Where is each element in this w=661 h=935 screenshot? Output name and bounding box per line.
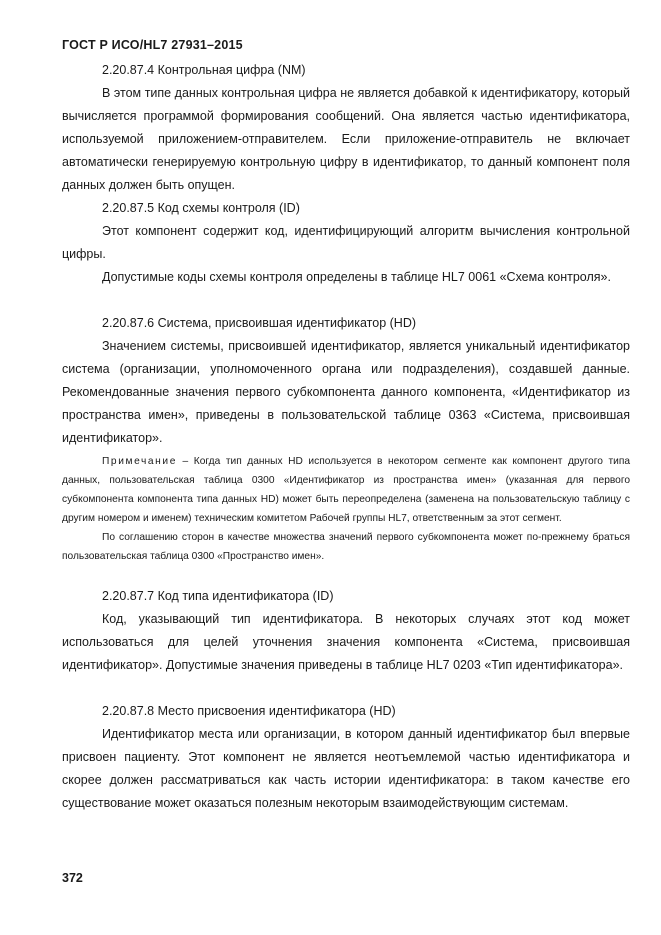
paragraph: Этот компонент содержит код, идентифицирующий алгоритм вычисления контрольной цифры. xyxy=(62,224,630,261)
page-number: 372 xyxy=(62,871,83,885)
note-block xyxy=(62,452,630,566)
section-body-4 xyxy=(62,82,630,197)
paragraph: В этом типе данных контрольная цифра не является добавкой к идентификатору, который вычисляется программой формирования сообщений. Она является частью идентификатора, используемой приложением-отправителем. Если приложение-отправитель не включает автоматически генерируемую контрольную цифру в идентификатор, то данный компонент поля данных должен быть опущен. xyxy=(62,86,630,192)
note-label: Примечание xyxy=(102,456,177,467)
note-paragraph-2: По соглашению сторон в качестве множества значений первого субкомпонента может по-прежнему браться пользовательская таблица 0300 «Пространство имен». xyxy=(62,532,630,562)
section-body-8 xyxy=(62,723,630,815)
note-text: – Когда тип данных HD используется в некотором сегменте как компонент другого типа данных, пользовательская таблица 0300 «Идентификатор из пространства имен» (указанная для первого субкомпонента компонента типа данных HD) может быть переопределена (заменена на пользовательскую таблицу с другим номером и именем) техническим комитетом Рабочей группы HL7, ответственным за этот сегмент. xyxy=(62,456,630,524)
paragraph: Допустимые коды схемы контроля определены в таблице HL7 0061 «Схема контроля». xyxy=(102,270,611,284)
section-heading-8: 2.20.87.8 Место присвоения идентификатора (HD) xyxy=(102,704,396,718)
section-heading-5: 2.20.87.5 Код схемы контроля (ID) xyxy=(102,201,300,215)
section-heading-4: 2.20.87.4 Контрольная цифра (NM) xyxy=(102,63,306,77)
paragraph: Код, указывающий тип идентификатора. В некоторых случаях этот код может использоваться для целей уточнения значения компонента «Система, присвоившая идентификатор». Допустимые значения приведены в таблице HL7 0203 «Тип идентификатора». xyxy=(62,612,630,672)
paragraph: Значением системы, присвоившей идентификатор, является уникальный идентификатор система (организации, уполномоченного органа или подразделения), создавшей данные. Рекомендованные значения первого субкомпонента данного компонента, «Идентификатор из пространства имен», приведены в пользовательской таблице 0363 «Система, присвоившая идентификатор». xyxy=(62,339,630,445)
section-body-5 xyxy=(62,220,630,289)
section-heading-7: 2.20.87.7 Код типа идентификатора (ID) xyxy=(102,589,334,603)
standard-header: ГОСТ Р ИСО/HL7 27931–2015 xyxy=(62,38,243,52)
section-body-7 xyxy=(62,608,630,677)
section-body-6 xyxy=(62,335,630,450)
paragraph: Идентификатор места или организации, в котором данный идентификатор был впервые присвоен пациенту. Этот компонент не является неотъемлемой частью идентификатора и скорее должен рассматриваться как часть истории идентификатора: в таком качестве его существование может оказаться полезным некоторым взаимодействующим системам. xyxy=(62,727,630,810)
note-paragraph xyxy=(62,452,630,528)
section-heading-6: 2.20.87.6 Система, присвоившая идентификатор (HD) xyxy=(102,316,417,330)
